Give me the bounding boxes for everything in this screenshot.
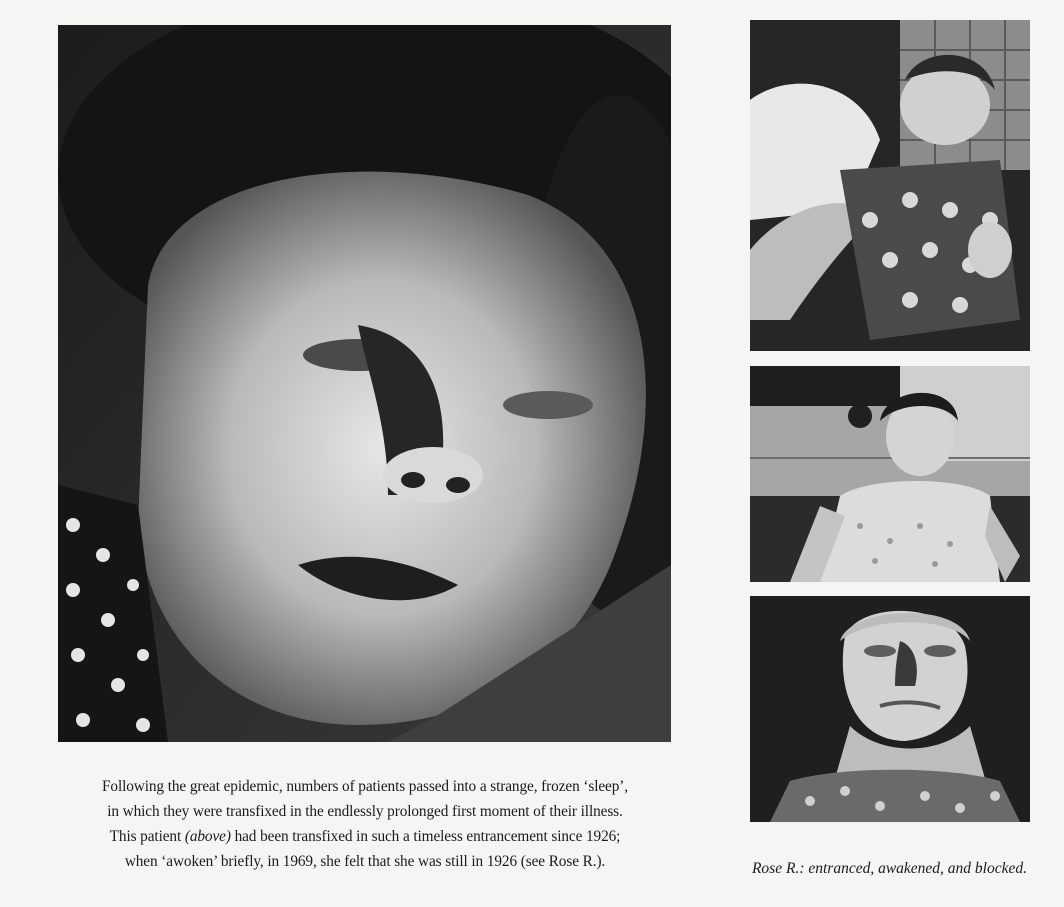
- rose-blocked-image: [750, 596, 1030, 822]
- caption-line-1: Following the great epidemic, numbers of patients passed into a strange, frozen ‘sleep’,: [101, 778, 628, 795]
- caption-line-3-end: had been transfixed in such a timeless entrancement since 1926;: [230, 828, 621, 845]
- rose-blocked-photo: [750, 596, 1030, 822]
- rose-caption: Rose R.: entranced, awakened, and blocked.: [751, 860, 1028, 877]
- caption-line-3: [0, 824, 730, 849]
- rose-awakened-image: [750, 366, 1030, 582]
- caption-line-2: in which they were transfixed in the endlessly prolonged first moment of their illness.: [107, 803, 623, 820]
- caption-line-4: when ‘awoken’ briefly, in 1969, she felt that she was still in 1926 (see Rose R.).: [124, 853, 606, 870]
- rose-entranced-image: [750, 20, 1030, 351]
- caption-above-emphasis: (above): [184, 828, 231, 845]
- portrait-caption: [0, 774, 730, 874]
- rose-awakened-photo: [750, 366, 1030, 582]
- patient-portrait-photo: [58, 25, 671, 742]
- patient-portrait-image: [58, 25, 671, 742]
- caption-line-3-start: This patient: [109, 828, 185, 845]
- rose-entranced-photo: [750, 20, 1030, 351]
